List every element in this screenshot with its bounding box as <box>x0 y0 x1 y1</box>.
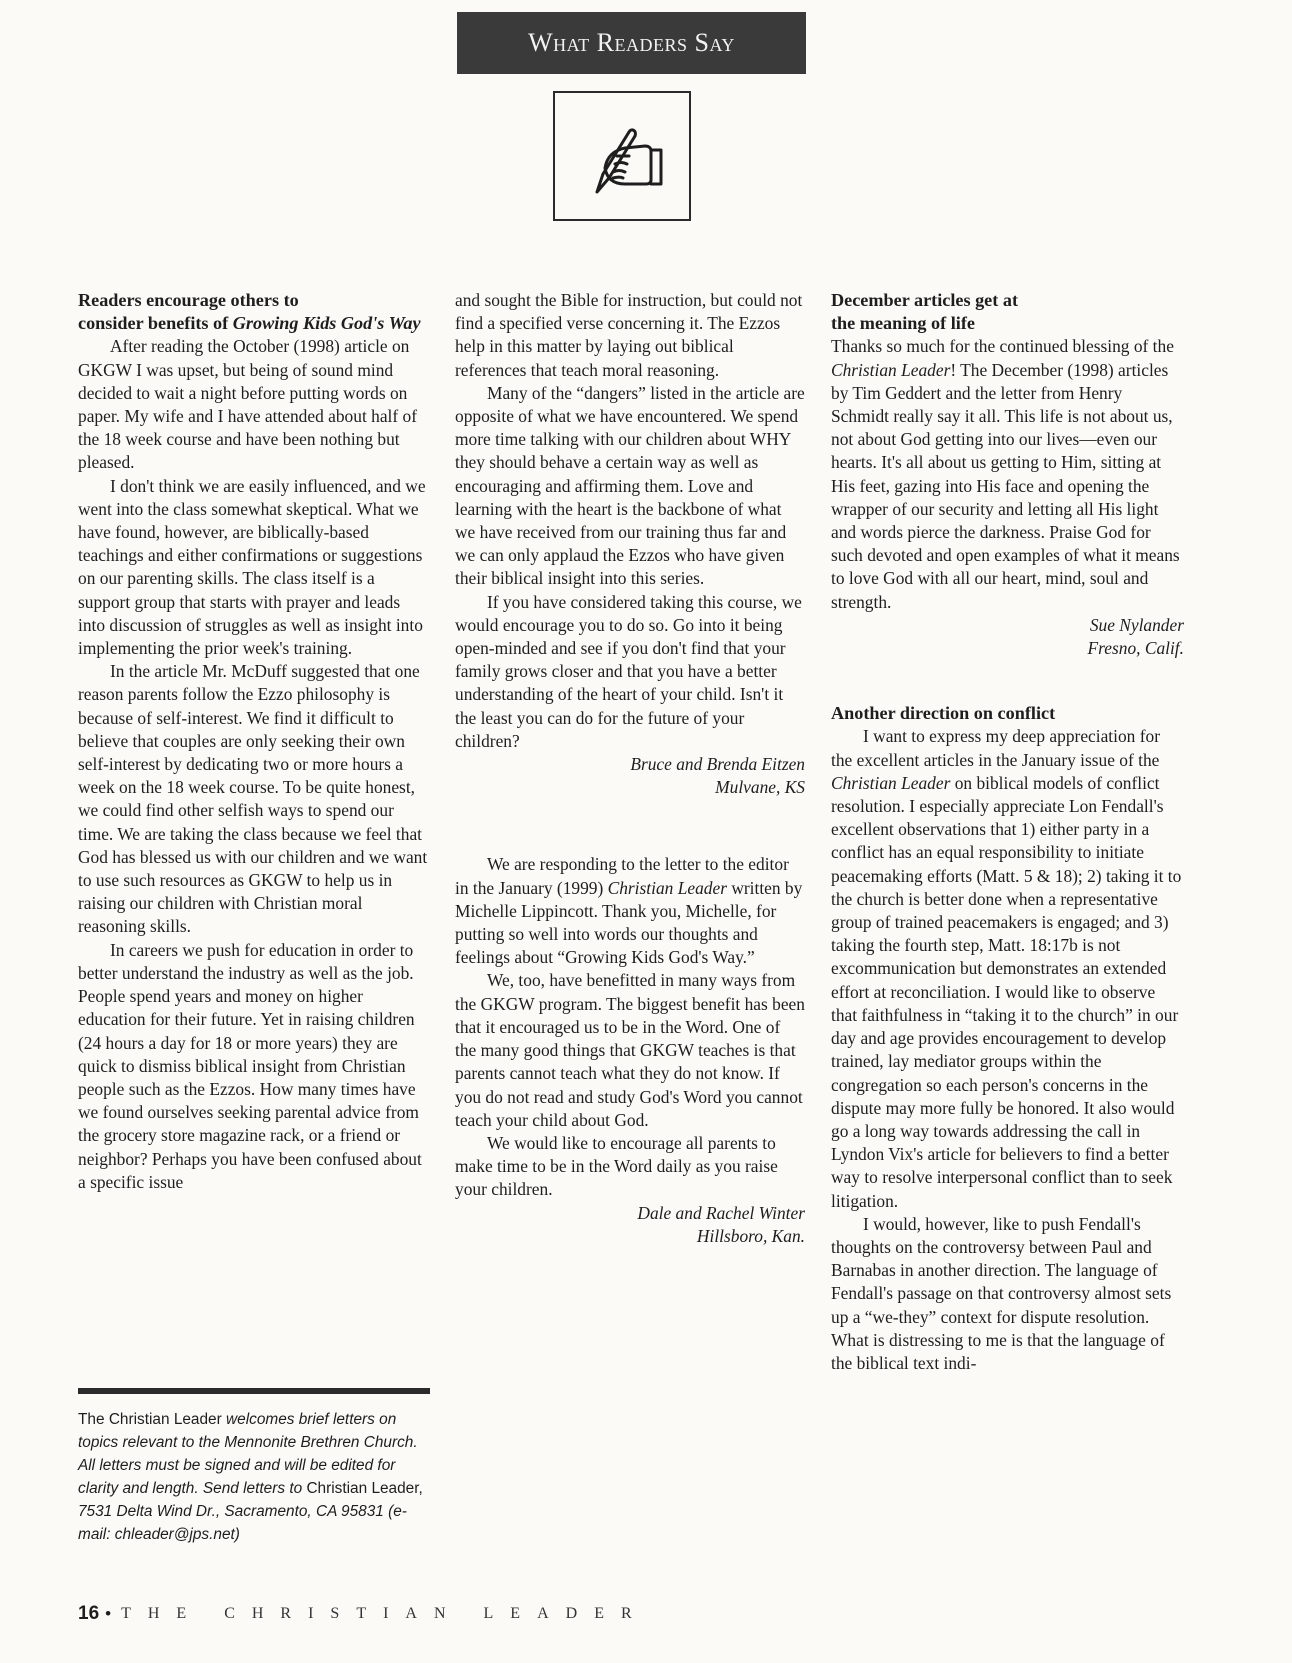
letter-1-paragraph: In careers we push for education in order to better understand the industry as well as the job. People spend years and money on higher education for their future. Yet in raising children (24 hours a day for 18 or more years) they are quick to dismiss biblical insight from Christian people such as the Ezzos. How many times have we found ourselves seeking parental advice from the grocery store magazine rack, or a friend or neighbor? Perhaps you have been confused about a specific issue <box>78 939 422 1192</box>
letter-1-paragraph: and sought the Bible for instruction, but could not find a specified verse concerning it. The Ezzos help in this matter by laying out biblical references that teach moral reasoning. <box>455 290 803 380</box>
column-1 <box>78 289 430 1194</box>
letter-2-paragraph: We, too, have benefitted in many ways from the GKGW program. The biggest benefit has been that it encouraged us to be in the Word. One of the many good things that GKGW teaches is that parents cannot teach what they do not know. If you do not read and study God's Word you cannot teach your child about God. <box>455 970 805 1130</box>
letter-1-heading: Readers encourage others to consider benefits of Growing Kids God's Way <box>78 290 421 334</box>
letter-1-paragraph: In the article Mr. McDuff suggested that one reason parents follow the Ezzo philosophy is because of self-interest. We find it difficult to believe that couples are only seeking their own self-interest by dedicating two or more hours a week on the 18 week course. To be quite honest, we could find other selfish ways to spend our time. We are taking the class because we feel that God has blessed us with our children and we want to use such resources as GKGW to help us in raising our children with Christian moral reasoning skills. <box>78 661 428 937</box>
column-2 <box>455 289 805 1248</box>
letter-1-paragraph: If you have considered taking this course, we would encourage you to do so. Go into it being open-minded and see if you don't find that your family grows closer and that you have a better understanding of the heart of your child. Isn't it the least you can do for the future of your children? <box>455 591 802 751</box>
signature-name: Dale and Rachel Winter <box>637 1202 805 1223</box>
page-footer <box>78 1600 649 1628</box>
letter-2-paragraph: We are responding to the letter to the editor in the January (1999) Christian Leader written by Michelle Lippincott. Thank you, Michelle, for putting so well into words our thoughts and feelings about “Growing Kids God's Way.” <box>455 854 803 968</box>
column-3 <box>831 289 1184 1375</box>
section-banner: What Readers Say <box>457 12 806 74</box>
footer-bullet: • <box>105 1604 112 1623</box>
signature-name: Sue Nylander <box>1089 614 1184 635</box>
note-divider <box>78 1388 430 1394</box>
signature-place: Mulvane, KS <box>715 777 805 798</box>
signature-place: Fresno, Calif. <box>1087 638 1184 659</box>
writing-hand-icon <box>567 106 677 206</box>
letter-3-paragraph: Thanks so much for the continued blessing of the Christian Leader! The December (1998) articles by Tim Geddert and the letter from Henry Schmidt really say it all. This life is not about us, not about God getting into our lives—even our hearts. It's all about us getting to Him, sitting at His feet, gazing into His face and opening the wrapper of our security and letting all His light and words pierce the darkness. Praise God for such devoted and open examples of what it means to love God with all our heart, mind, soul and strength. <box>831 336 1180 612</box>
letter-3-heading: December articles get at the meaning of life <box>831 290 1018 334</box>
letter-1-paragraph: Many of the “dangers” listed in the article are opposite of what we have encountered. We spend more time talking with our children about WHY they should behave a certain way as well as encouraging and affirming them. Love and learning with the heart is the backbone of what we have received from our training thus far and we can only applaud the Ezzos who have given their biblical insight into this series. <box>455 382 805 589</box>
magazine-name: THE CHRISTIAN LEADER <box>121 1605 649 1622</box>
signature-place: Hillsboro, Kan. <box>696 1225 805 1246</box>
letter-1-paragraph: I don't think we are easily influenced, and we went into the class somewhat skeptical. What we have found, however, are biblically-based teachings and either confirmations or suggestions on our parenting skills. The class itself is a support group that starts with prayer and leads into discussion of struggles as well as insight into implementing the prior week's training. <box>78 475 426 659</box>
submission-note: The Christian Leader welcomes brief letters on topics relevant to the Mennonite Brethren Church. All letters must be signed and will be edited for clarity and length. Send letters to Christian Leader, 7531 Delta Wind Dr., Sacramento, CA 95831 (e-mail: chleader@jps.net) <box>78 1411 423 1543</box>
letter-1-paragraph: After reading the October (1998) article on GKGW I was upset, but being of sound mind decided to wait a night before putting words on paper. My wife and I have attended about half of the 18 week course and have been nothing but pleased. <box>78 336 417 473</box>
letter-4-heading: Another direction on conflict <box>831 703 1056 724</box>
letter-4-paragraph: I want to express my deep appreciation for the excellent articles in the January issue of the Christian Leader on biblical models of conflict resolution. I especially appreciate Lon Fendall's excellent observations that 1) either party in a conflict has an equal responsibility to initiate peacemaking efforts (Matt. 5 & 18); 2) taking it to the church is better done when a representative group of trained peacemakers is engaged; and 3) taking the fourth step, Matt. 18:17b is not excommunication but demonstrates an extended effort at reconciliation. I would like to observe that faithfulness in “taking it to the church” in our day and age provides encouragement to develop trained, lay mediator groups within the congregation so each person's concerns in the dispute may more fully be honored. It also would go a long way towards addressing the call in Lyndon Vix's article for believers to find a better way to resolve interpersonal conflict than to seek litigation. <box>831 726 1182 1211</box>
header-icon-box <box>553 91 691 221</box>
letter-2-paragraph: We would like to encourage all parents to make time to be in the Word daily as you raise your children. <box>455 1132 778 1200</box>
signature-name: Bruce and Brenda Eitzen <box>630 754 805 775</box>
letter-4-paragraph: I would, however, like to push Fendall's thoughts on the controversy between Paul and Barnabas in another direction. The language of Fendall's passage on that controversy almost sets up a “we-they” context for dispute resolution. What is distressing to me is that the language of the biblical text indi- <box>831 1213 1172 1373</box>
page-number: 16 <box>78 1603 100 1624</box>
